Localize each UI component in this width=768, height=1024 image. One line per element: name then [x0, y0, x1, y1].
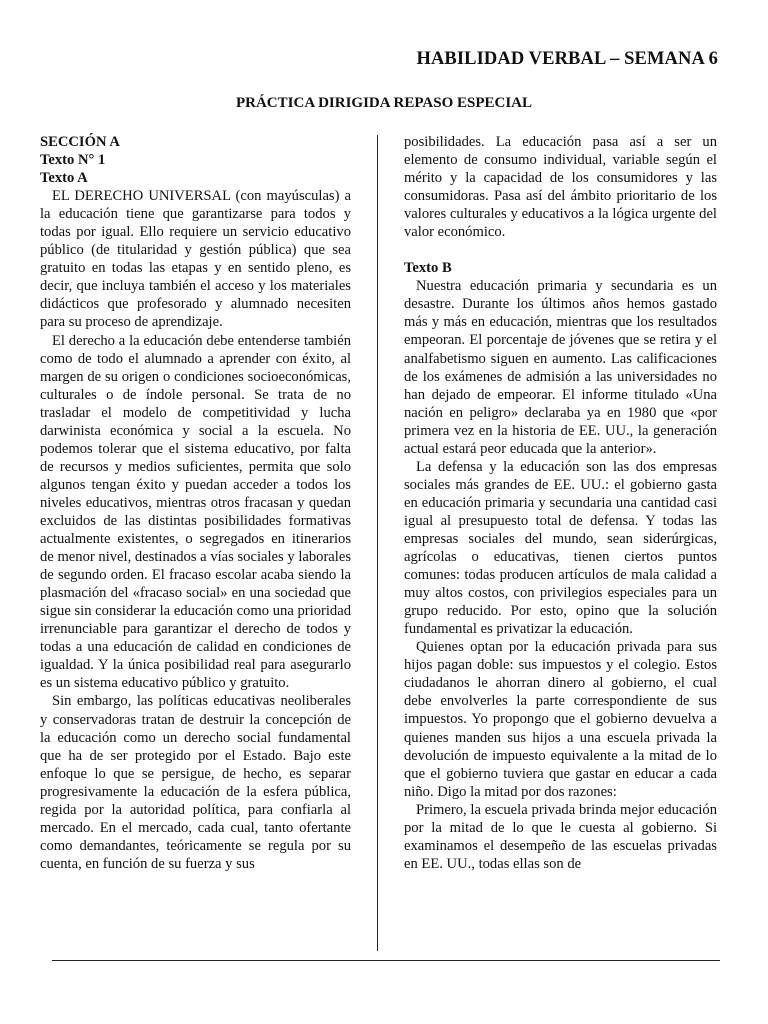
- text-a-continuation: posibilidades. La educación pasa así a ser un elemento de consumo individual, variable según el mérito y la capacidad de los consumidores y las consumidoras. Pasa así del ámbito prioritario de los valores culturales y educativos a la lógica urgente del valor económico.: [404, 134, 717, 241]
- document-subtitle: PRÁCTICA DIRIGIDA REPASO ESPECIAL: [235, 95, 533, 111]
- text-a-paragraph-2: El derecho a la educación debe entenderse también como de todo el alumnado a aprender con éxito, al margen de su origen o condiciones socioeconómicas, culturales o de índole personal. Se trata de no trasladar el modelo de competitividad y lucha darwinista económica y social a la escuela. No podemos tolerar que el sistema educativo, por falta de recursos y medios suficientes, permita que solo algunos tengan éxito y puedan acceder a todos los niveles educativos, mientras otros fracasan y quedan excluidos de las distintas posibilidades formativas actualmente existentes, o segregados en itinerarios de menor nivel, destinados a vías sociales y laborales de segundo orden. El fracaso escolar acaba siendo la plasmación del «fracaso social» en una sociedad que sigue sin considerar la educación como una prioridad irrenunciable para garantizar el derecho de todos y todas a una educación de calidad en condiciones de igualdad. Y la única posibilidad real para asegurarlo es un sistema educativo público y gratuito.: [40, 332, 351, 692]
- text-b-paragraph-4: Primero, la escuela privada brinda mejor educación por la mitad de lo que le cuesta al gobierno. Si examinamos el desempeño de las escuelas privadas en EE. UU., todas ellas son de: [404, 801, 717, 872]
- text-a-paragraph-1: EL DERECHO UNIVERSAL (con mayúsculas) a la educación tiene que garantizarse para todos y todas por igual. Ello requiere un servicio educativo público (de titularidad y gestión pública) que sea gratuito en todas las etapas y en sentido pleno, es decir, que incluya también el acceso y los materiales didácticos que profesorado y alumnado necesiten para su proceso de aprendizaje.: [40, 188, 351, 331]
- text-b-paragraph-2: La defensa y la educación son las dos empresas sociales más grandes de EE. UU.: el gobierno gasta en educación primaria y secundaria una cantidad casi igual al presupuesto total de defensa. Y todas las empresas sociales del mundo, sean siderúrgicas, agrícolas o educativas, tienen ciertos puntos comunes: todas producen artículos de mala calidad a muy altos costos, con privilegios especiales para un grupo reducido. Por esto, opino que la solución fundamental es privatizar la educación.: [404, 458, 717, 638]
- section-heading: SECCIÓN A: [40, 134, 120, 150]
- column-divider: [377, 135, 378, 951]
- text-number-heading: Texto N° 1: [40, 152, 106, 169]
- text-a-heading: Texto A: [40, 170, 88, 187]
- text-b-paragraph-3: Quienes optan por la educación privada para sus hijos pagan doble: sus impuestos y el colegio. Estos ciudadanos le ahorran dinero al gobierno, el cual debe envolverles la parte correspondiente de sus impuestos. Yo propongo que el gobierno devuelva a quienes manden sus hijos a una escuela privada la devolución de impuesto equivalente a la mitad de lo que el gobierno tuviera que gastar en educar a cada niño. Digo la mitad por dos razones:: [404, 639, 717, 800]
- page-header-title: HABILIDAD VERBAL – SEMANA 6: [416, 49, 718, 69]
- text-b-paragraph-1: Nuestra educación primaria y secundaria es un desastre. Durante los últimos años hemos gastado más y más en educación, mientras que los resultados empeoran. El porcentaje de jóvenes que se retira y el analfabetismo siguen en aumento. Las calificaciones de los exámenes de admisión a las universidades no han dejado de empeorar. El informe titulado «Una nación en peligro» declaraba ya en 1980 que «por primera vez en la historia de EE. UU., la generación actual estará peor educada que la anterior».: [404, 278, 717, 457]
- left-column: [40, 133, 351, 955]
- text-a-paragraph-3: Sin embargo, las políticas educativas neoliberales y conservadoras tratan de destruir la concepción de la educación como un derecho social fundamental que ha de ser protegido por el Estado. Bajo este enfoque lo que se persigue, de hecho, es separar progresivamente la educación de la esfera pública, regida por la autoridad política, para confiarla al mercado. En el mercado, cada cual, tanto ofertante como demandantes, teóricamente se regula por su cuenta, en función de su fuerza y sus: [40, 693, 351, 872]
- text-b-heading: Texto B: [404, 260, 452, 277]
- footer-rule: [52, 960, 720, 961]
- right-column: [404, 133, 717, 955]
